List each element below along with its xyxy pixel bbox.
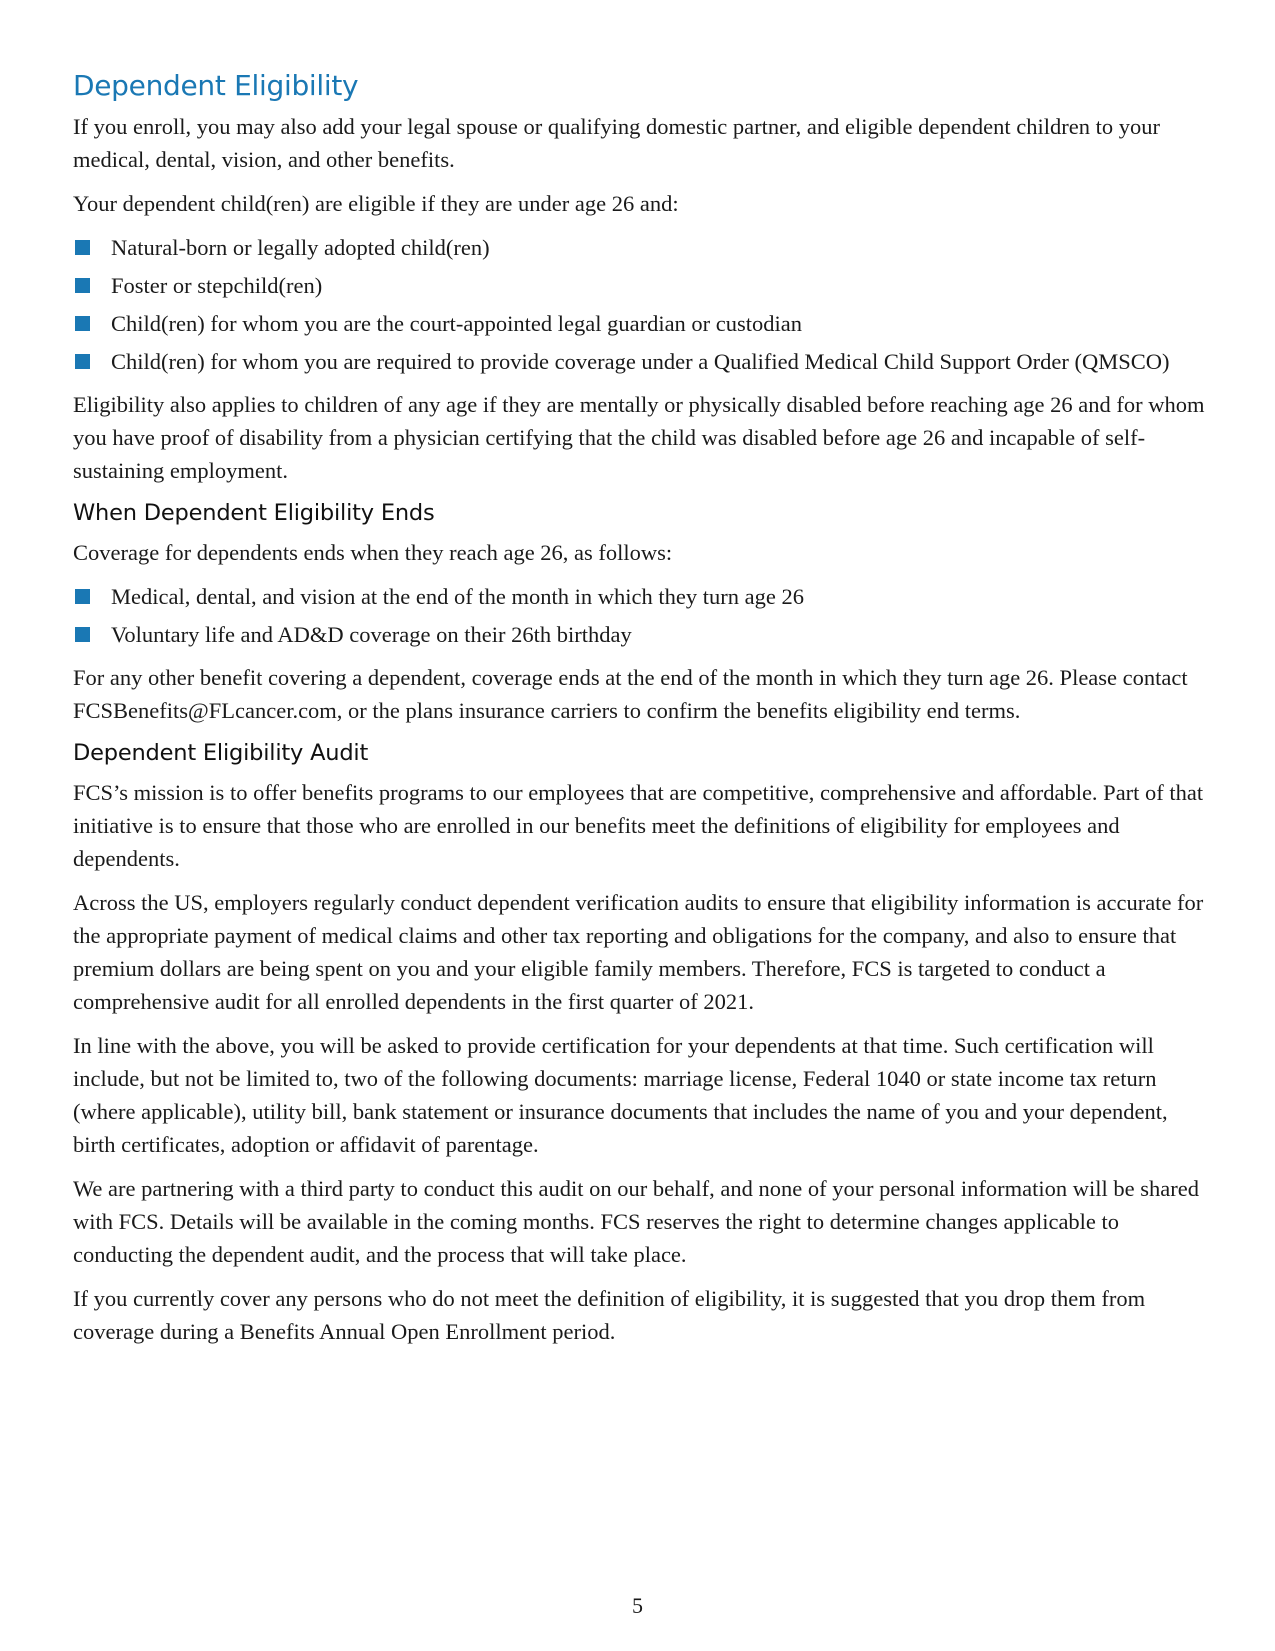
list-item — [73, 580, 1208, 613]
eligible-children-list — [73, 231, 1208, 378]
list-item-text: Child(ren) for whom you are required to provide coverage under a Qualified Medical Child Support Order (QMSCO) — [111, 349, 1170, 374]
section-heading: Dependent Eligibility — [73, 69, 359, 102]
eligibility-ends-heading: When Dependent Eligibility Ends — [73, 500, 435, 526]
bullet-square-icon — [75, 278, 90, 293]
list-item — [73, 231, 1208, 264]
audit-paragraph: In line with the above, you will be asked to provide certification for your dependents at that time. Such certification will include, but not be limited to, two of the following documents: marriage license, Federal 1040 or state income tax return (where applicable), utility bill, bank statement or insurance documents that includes the name of you and your dependent, birth certificates, adoption or affidavit of parentage. — [73, 1033, 1168, 1157]
list-item — [73, 618, 1208, 651]
list-item-text: Natural-born or legally adopted child(ren) — [111, 235, 490, 260]
disabled-children-paragraph: Eligibility also applies to children of any age if they are mentally or physically disabled before reaching age 26 and for whom you have proof of disability from a physician certifying that the child was disabled before age 26 and incapable of self-sustaining employment. — [73, 392, 1205, 483]
list-item-text: Medical, dental, and vision at the end of the month in which they turn age 26 — [111, 584, 804, 609]
audit-heading: Dependent Eligibility Audit — [73, 740, 369, 766]
list-item — [73, 345, 1208, 378]
intro-paragraph: If you enroll, you may also add your legal spouse or qualifying domestic partner, and eligible dependent children to your medical, dental, vision, and other benefits. — [73, 114, 1160, 172]
audit-paragraph: FCS’s mission is to offer benefits programs to our employees that are competitive, comprehensive and affordable. Part of that initiative is to ensure that those who are enrolled in our benefits meet the definitions of eligibility for employees and dependents. — [73, 780, 1204, 871]
eligibility-intro: Your dependent child(ren) are eligible if they are under age 26 and: — [73, 191, 679, 216]
list-item-text: Child(ren) for whom you are the court-appointed legal guardian or custodian — [111, 311, 803, 336]
audit-paragraph: If you currently cover any persons who do not meet the definition of eligibility, it is suggested that you drop them from coverage during a Benefits Annual Open Enrollment period. — [73, 1286, 1146, 1344]
audit-paragraph: Across the US, employers regularly conduct dependent verification audits to ensure that eligibility information is accurate for the appropriate payment of medical claims and other tax reporting and obligations for the company, and also to ensure that premium dollars are being spent on you and your eligible family members. Therefore, FCS is targeted to conduct a comprehensive audit for all enrolled dependents in the first quarter of 2021. — [73, 890, 1204, 1014]
audit-paragraph: We are partnering with a third party to conduct this audit on our behalf, and none of your personal information will be shared with FCS. Details will be available in the coming months. FCS reserves the right to determine changes applicable to conducting the dependent audit, and the process that will take place. — [73, 1176, 1199, 1267]
list-item-text: Foster or stepchild(ren) — [111, 273, 323, 298]
bullet-square-icon — [75, 354, 90, 369]
bullet-square-icon — [75, 316, 90, 331]
eligibility-ends-intro: Coverage for dependents ends when they reach age 26, as follows: — [73, 540, 673, 565]
document-page — [73, 68, 1208, 1359]
page-number: 5 — [632, 1593, 643, 1618]
bullet-square-icon — [75, 627, 90, 642]
bullet-square-icon — [75, 240, 90, 255]
other-benefits-paragraph: For any other benefit covering a dependent, coverage ends at the end of the month in which they turn age 26. Please contact FCSBenefits@FLcancer.com, or the plans insurance carriers to confirm the benefits eligibility end terms. — [73, 665, 1188, 723]
list-item — [73, 307, 1208, 340]
list-item — [73, 269, 1208, 302]
bullet-square-icon — [75, 589, 90, 604]
coverage-end-list — [73, 580, 1208, 651]
list-item-text: Voluntary life and AD&D coverage on their 26th birthday — [111, 622, 632, 647]
